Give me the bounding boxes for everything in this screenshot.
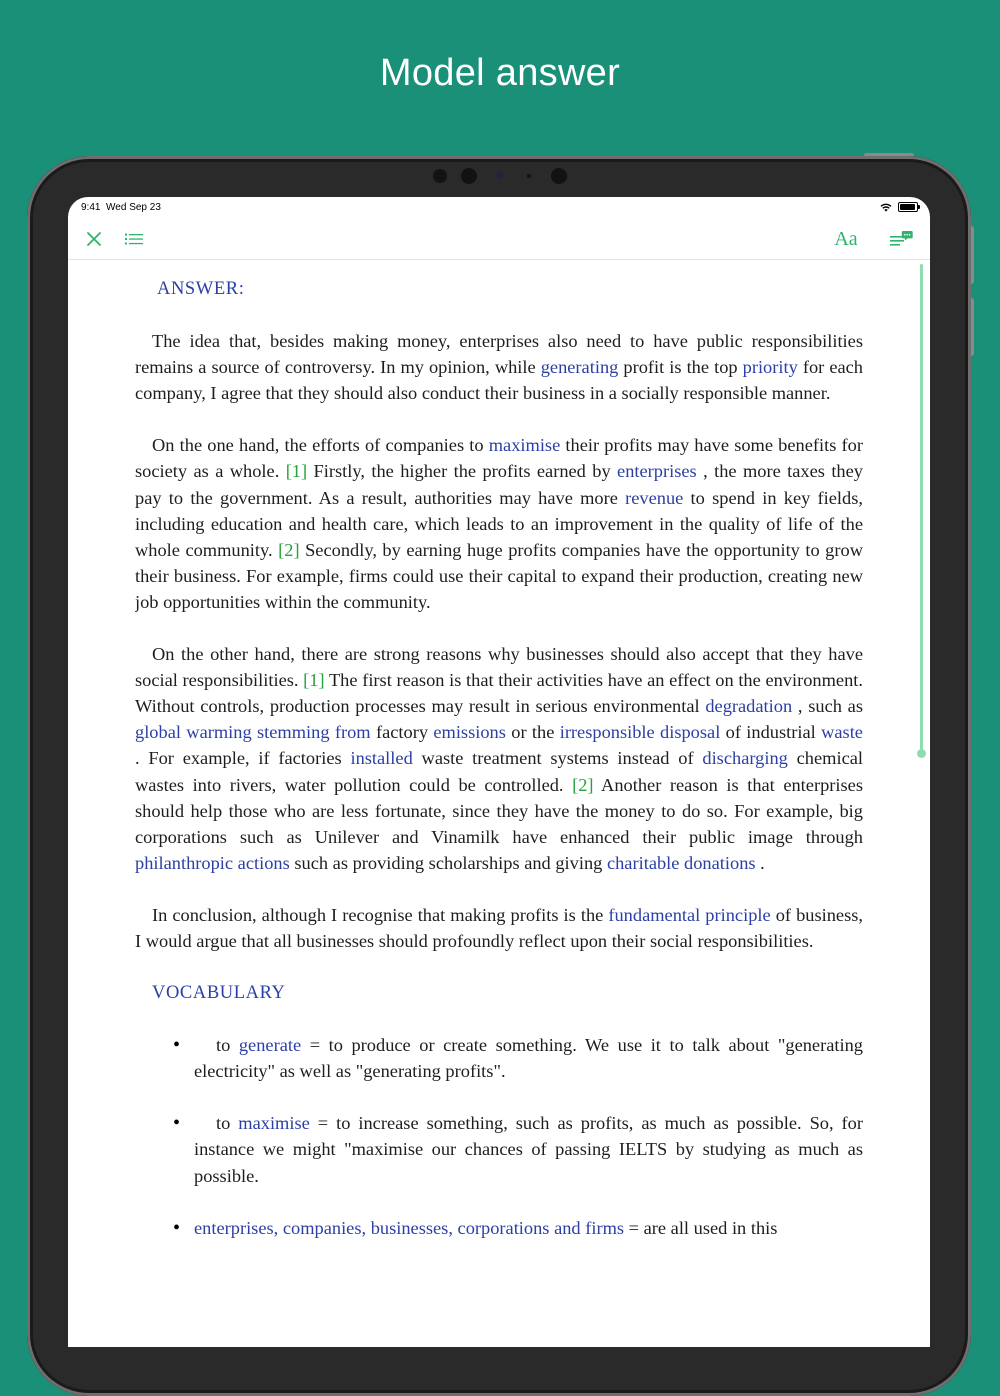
article-content[interactable] <box>135 259 863 1347</box>
vocab-word[interactable]: degradation <box>705 696 793 717</box>
reference-marker[interactable]: [1] <box>303 670 325 691</box>
close-icon <box>86 231 102 247</box>
banner-title: Model answer <box>379 52 621 94</box>
camera-lens <box>461 168 477 184</box>
vocab-word[interactable]: stemming from <box>257 722 371 743</box>
vocab-term[interactable]: enterprises, companies, businesses, corporations and firms <box>194 1217 625 1238</box>
vocab-word[interactable]: global warming <box>135 722 252 743</box>
vocab-word[interactable]: philanthropic actions <box>135 852 290 873</box>
notes-button[interactable] <box>886 225 916 253</box>
vocab-word[interactable]: generating <box>540 357 619 378</box>
scroll-handle[interactable] <box>917 749 926 758</box>
vocab-word[interactable]: fundamental principle <box>608 904 771 925</box>
app-screen <box>68 197 930 1347</box>
table-of-contents-button[interactable] <box>120 225 148 253</box>
camera-mic <box>527 174 531 178</box>
paragraph-body-2: On the other hand, there are strong reasons why businesses should also accept that they have social responsibilities. [1] The first reason is that their activities have an effect on the environment. Without controls, production processes may result in serious environmental degradation , such as global warming stemming from factory emissions or the irresponsible disposal of industrial waste . For example, if factories installed waste treatment systems instead of discharging chemical wastes into rivers, water pollution could be controlled. [2] Another reason is that enterprises should help those who are less fortunate, since they have the money to do so. For example, big corporations such as Unilever and Vinamilk have enhanced their public image through philanthropic actions such as providing scholarships and giving charitable donations . <box>135 644 863 873</box>
status-date: Wed Sep 23 <box>106 202 161 213</box>
status-datetime <box>81 202 161 213</box>
vocabulary-list <box>135 1032 863 1241</box>
status-bar <box>68 197 930 219</box>
reference-marker[interactable]: [2] <box>278 539 300 560</box>
font-size-icon <box>834 229 857 249</box>
status-time: 9:41 <box>81 202 101 213</box>
vocab-word[interactable]: discharging <box>702 748 788 769</box>
camera-dot <box>497 172 504 179</box>
reference-marker[interactable]: [1] <box>285 461 308 482</box>
vocab-word[interactable]: priority <box>742 357 798 378</box>
paragraph-conclusion: In conclusion, although I recognise that making profits is the fundamental principle of business, I would argue that all businesses should profoundly reflect upon their social responsibilities. <box>135 904 863 951</box>
vocab-word[interactable]: revenue <box>625 487 684 508</box>
reader-toolbar <box>68 219 930 260</box>
vocab-word[interactable]: charitable donations <box>606 852 756 873</box>
vocabulary-item: • to generate = to produce or create something. We use it to talk about "generating electricity" as well as "generating profits". <box>135 1032 863 1084</box>
font-size-button[interactable] <box>830 225 862 253</box>
scroll-progress-bar[interactable] <box>920 264 923 755</box>
vocabulary-heading: VOCABULARY <box>152 983 286 1004</box>
status-indicators <box>880 202 918 212</box>
list-icon <box>124 232 144 246</box>
reference-marker[interactable]: [2] <box>572 774 594 795</box>
font-size-label: Aa <box>834 228 858 250</box>
paragraph-body-1: On the one hand, the efforts of companies to maximise their profits may have some benefits for society as a whole. [1] Firstly, the higher the profits earned by enterprises , the more taxes they pay to the government. As a result, authorities may have more revenue to spend in key fields, including education and health care, which leads to an improvement in the quality of life of the whole community. [2] Secondly, by earning huge profits companies have the opportunity to grow their business. For example, firms could use their capital to expand their production, creating new job opportunities within the community. <box>135 435 863 612</box>
camera-sensor <box>433 169 447 183</box>
vocab-word[interactable]: enterprises <box>617 461 697 482</box>
vocab-term[interactable]: generate <box>238 1035 302 1056</box>
vocabulary-item: • enterprises, companies, businesses, corporations and firms = are all used in this <box>135 1215 863 1241</box>
close-button[interactable] <box>80 225 108 253</box>
vocab-word[interactable]: irresponsible disposal <box>559 722 721 743</box>
vocab-word[interactable]: waste <box>821 722 863 743</box>
answer-heading: ANSWER: <box>157 279 245 299</box>
notes-chat-icon <box>889 230 913 248</box>
vocabulary-item: • to maximise = to increase something, such as profits, as much as possible. So, for instance we might "maximise our chances of passing IELTS by studying as much as possible. <box>135 1110 863 1188</box>
battery-icon <box>898 202 918 212</box>
vocab-term[interactable]: maximise <box>238 1113 310 1134</box>
vocab-word[interactable]: installed <box>350 748 413 769</box>
paragraph-intro: The idea that, besides making money, enterprises also need to have public responsibilities remains a source of controversy. In my opinion, while generating profit is the top priority for each company, I agree that they should also conduct their business in a socially responsible manner. <box>135 331 863 404</box>
vocab-word[interactable]: emissions <box>433 722 506 743</box>
camera-flash <box>551 168 567 184</box>
vocab-word[interactable]: maximise <box>488 435 561 456</box>
wifi-icon <box>880 203 892 212</box>
